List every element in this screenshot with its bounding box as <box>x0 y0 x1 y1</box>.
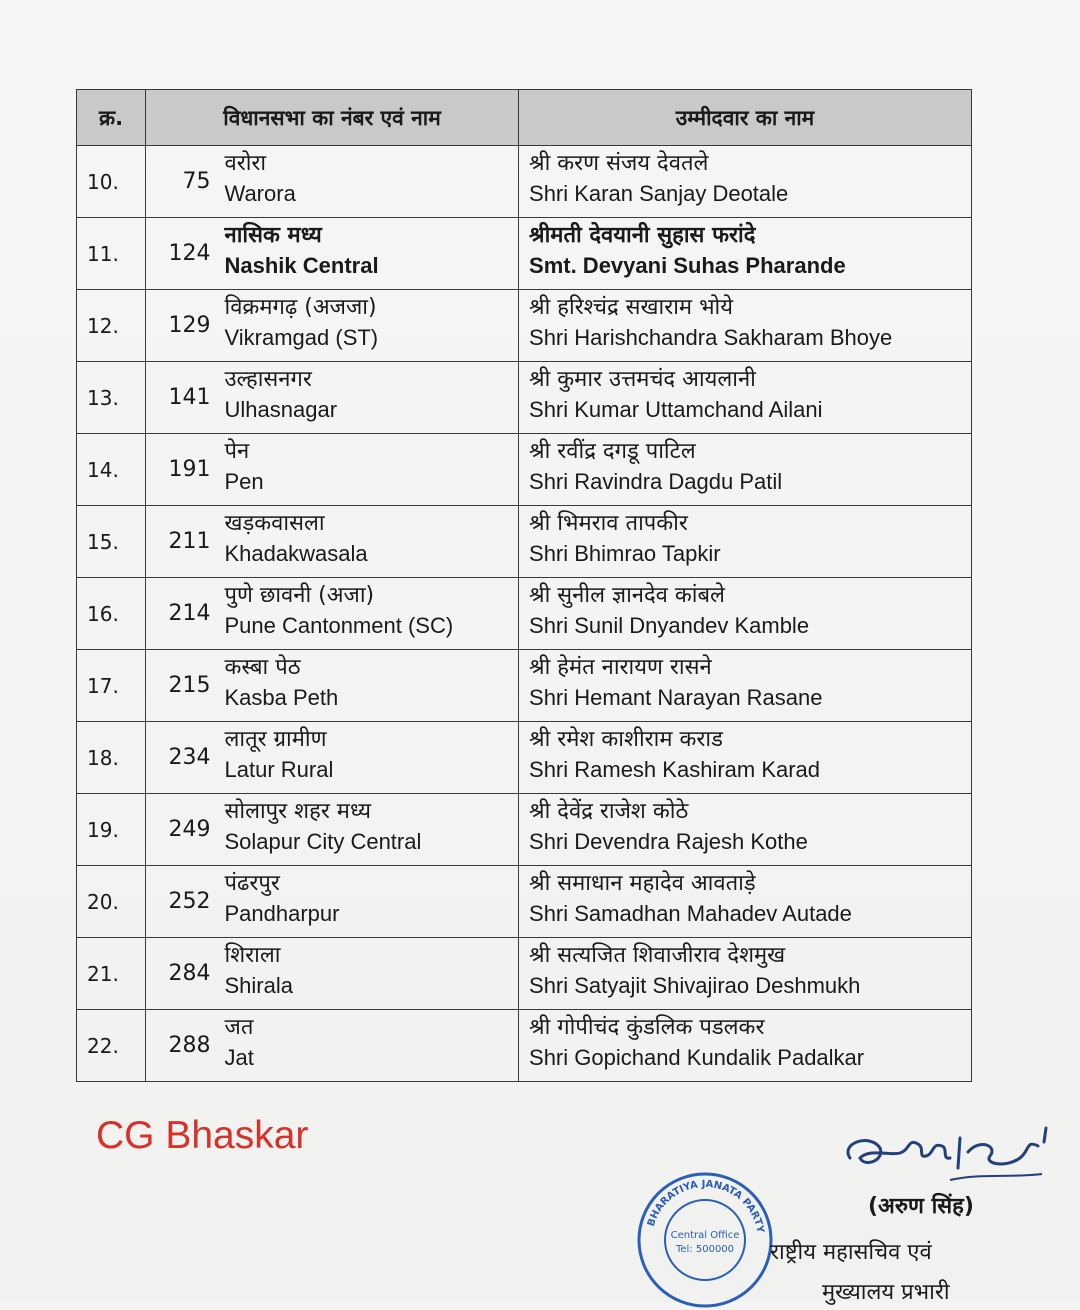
serial-number: 12. <box>77 290 146 362</box>
serial-number: 11. <box>77 218 146 290</box>
candidate-name-hindi: श्री सुनील ज्ञानदेव कांबले <box>529 583 725 608</box>
serial-number: 15. <box>77 506 146 578</box>
candidate-name <box>519 290 972 362</box>
serial-number: 19. <box>77 794 146 866</box>
candidate-name-english: Shri Samadhan Mahadev Autade <box>529 901 852 926</box>
serial-number: 20. <box>77 866 146 938</box>
constituency-number: 214 <box>146 578 221 650</box>
constituency-name-english: Pune Cantonment (SC) <box>224 613 454 638</box>
constituency-number: 215 <box>146 650 221 722</box>
header-constituency: विधानसभा का नंबर एवं नाम <box>146 90 519 146</box>
constituency-name-hindi: वरोरा <box>224 151 267 176</box>
table-body <box>77 146 972 1082</box>
constituency-name <box>221 938 519 1010</box>
constituency-number: 141 <box>146 362 221 434</box>
constituency-name-hindi: कस्बा पेठ <box>224 655 301 680</box>
header-candidate: उम्मीदवार का नाम <box>519 90 972 146</box>
serial-number: 14. <box>77 434 146 506</box>
constituency-name-english: Khadakwasala <box>224 541 368 566</box>
candidate-name-hindi: श्री रमेश काशीराम कराड <box>529 727 723 752</box>
candidate-name <box>519 506 972 578</box>
constituency-name-hindi: विक्रमगढ़ (अजजा) <box>224 295 377 320</box>
table-row <box>77 218 972 290</box>
candidate-name <box>519 146 972 218</box>
candidate-name-hindi: श्री कुमार उत्तमचंद आयलानी <box>529 367 756 392</box>
candidate-name <box>519 794 972 866</box>
candidate-name <box>519 722 972 794</box>
candidate-name-english: Smt. Devyani Suhas Pharande <box>529 253 846 278</box>
candidate-name-hindi: श्री करण संजय देवतले <box>529 151 709 176</box>
constituency-name-hindi: उल्हासनगर <box>224 367 312 392</box>
candidate-name-english: Shri Hemant Narayan Rasane <box>529 685 823 710</box>
candidate-name-english: Shri Sunil Dnyandev Kamble <box>529 613 810 638</box>
watermark-text: CG Bhaskar <box>96 1114 309 1157</box>
serial-number: 16. <box>77 578 146 650</box>
candidate-name <box>519 578 972 650</box>
constituency-name-english: Shirala <box>224 973 293 998</box>
candidate-name-hindi: श्री हेमंत नारायण रासने <box>529 655 712 680</box>
svg-text:Tel: 500000: Tel: 500000 <box>675 1244 735 1255</box>
constituency-number: 249 <box>146 794 221 866</box>
candidate-name-hindi: श्री रवींद्र दगडू पाटिल <box>529 439 696 464</box>
constituency-name <box>221 650 519 722</box>
candidate-name-hindi: श्रीमती देवयानी सुहास फरांदे <box>529 223 756 248</box>
constituency-name <box>221 722 519 794</box>
table-row <box>77 938 972 1010</box>
handwritten-signature <box>830 1118 1060 1198</box>
table-header-row <box>77 90 972 146</box>
candidate-name-english: Shri Gopichand Kundalik Padalkar <box>529 1045 865 1070</box>
constituency-name-english: Vikramgad (ST) <box>224 325 379 350</box>
constituency-name <box>221 290 519 362</box>
constituency-number: 288 <box>146 1010 221 1082</box>
constituency-name-english: Nashik Central <box>224 253 379 278</box>
table-row <box>77 722 972 794</box>
table-row <box>77 506 972 578</box>
constituency-name-english: Latur Rural <box>224 757 334 782</box>
candidate-name-english: Shri Karan Sanjay Deotale <box>529 181 789 206</box>
candidate-name-english: Shri Bhimrao Tapkir <box>529 541 721 566</box>
table-row <box>77 290 972 362</box>
constituency-name-english: Pandharpur <box>224 901 340 926</box>
constituency-name-hindi: पेन <box>224 439 250 464</box>
signatory-name: (अरुण सिंह) <box>868 1194 974 1219</box>
candidate-name-english: Shri Harishchandra Sakharam Bhoye <box>529 325 893 350</box>
constituency-name-english: Ulhasnagar <box>224 397 338 422</box>
constituency-number: 75 <box>146 146 221 218</box>
candidate-name-english: Shri Devendra Rajesh Kothe <box>529 829 808 854</box>
svg-text:BHARATIYA JANATA PARTY: BHARATIYA JANATA PARTY <box>645 1178 766 1234</box>
constituency-name <box>221 578 519 650</box>
constituency-number: 211 <box>146 506 221 578</box>
constituency-name-hindi: नासिक मध्य <box>224 223 322 248</box>
serial-number: 17. <box>77 650 146 722</box>
candidate-name <box>519 218 972 290</box>
candidate-name <box>519 650 972 722</box>
serial-number: 18. <box>77 722 146 794</box>
table-row <box>77 362 972 434</box>
constituency-name-hindi: शिराला <box>224 943 281 968</box>
constituency-number: 234 <box>146 722 221 794</box>
serial-number: 22. <box>77 1010 146 1082</box>
constituency-number: 252 <box>146 866 221 938</box>
table-row <box>77 434 972 506</box>
candidate-name <box>519 938 972 1010</box>
constituency-name <box>221 794 519 866</box>
constituency-name <box>221 506 519 578</box>
serial-number: 21. <box>77 938 146 1010</box>
constituency-name-english: Pen <box>224 469 264 494</box>
candidate-name <box>519 362 972 434</box>
candidate-name <box>519 434 972 506</box>
constituency-name-hindi: पंढरपुर <box>224 871 280 896</box>
constituency-name-english: Solapur City Central <box>224 829 422 854</box>
header-serial: क्र. <box>77 90 146 146</box>
table-row <box>77 650 972 722</box>
constituency-name-english: Warora <box>224 181 296 206</box>
constituency-number: 129 <box>146 290 221 362</box>
constituency-name-hindi: लातूर ग्रामीण <box>224 727 327 752</box>
candidate-name-hindi: श्री समाधान महादेव आवताड़े <box>529 871 756 896</box>
candidate-name-hindi: श्री भिमराव तापकीर <box>529 511 688 536</box>
table-row <box>77 578 972 650</box>
constituency-name <box>221 434 519 506</box>
party-seal <box>630 1160 780 1310</box>
table-row <box>77 866 972 938</box>
constituency-number: 191 <box>146 434 221 506</box>
table-row <box>77 146 972 218</box>
constituency-name <box>221 146 519 218</box>
constituency-name <box>221 218 519 290</box>
constituency-name-hindi: जत <box>224 1015 254 1040</box>
candidate-name <box>519 1010 972 1082</box>
table-row <box>77 794 972 866</box>
constituency-name <box>221 362 519 434</box>
serial-number: 13. <box>77 362 146 434</box>
svg-text:Central Office: Central Office <box>670 1230 740 1241</box>
designation-line-2: मुख्यालय प्रभारी <box>822 1280 950 1305</box>
constituency-number: 124 <box>146 218 221 290</box>
constituency-number: 284 <box>146 938 221 1010</box>
candidate-table <box>76 89 972 1082</box>
constituency-name-english: Kasba Peth <box>224 685 339 710</box>
candidate-name-english: Shri Ravindra Dagdu Patil <box>529 469 783 494</box>
designation-line-1: राष्ट्रीय महासचिव एवं <box>770 1240 932 1265</box>
table-row <box>77 1010 972 1082</box>
constituency-name-english: Jat <box>224 1045 254 1070</box>
candidate-name-hindi: श्री सत्यजित शिवाजीराव देशमुख <box>529 943 786 968</box>
candidate-name-hindi: श्री हरिश्चंद्र सखाराम भोये <box>529 295 733 320</box>
candidate-name-hindi: श्री देवेंद्र राजेश कोठे <box>529 799 689 824</box>
constituency-name <box>221 1010 519 1082</box>
candidate-name-english: Shri Kumar Uttamchand Ailani <box>529 397 823 422</box>
constituency-name-hindi: पुणे छावनी (अजा) <box>224 583 375 608</box>
candidate-name-english: Shri Satyajit Shivajirao Deshmukh <box>529 973 861 998</box>
constituency-name <box>221 866 519 938</box>
constituency-name-hindi: खड़कवासला <box>224 511 325 536</box>
candidate-name-english: Shri Ramesh Kashiram Karad <box>529 757 821 782</box>
candidate-name-hindi: श्री गोपीचंद कुंडलिक पडलकर <box>529 1015 765 1040</box>
serial-number: 10. <box>77 146 146 218</box>
constituency-name-hindi: सोलापुर शहर मध्य <box>224 799 371 824</box>
candidate-name <box>519 866 972 938</box>
